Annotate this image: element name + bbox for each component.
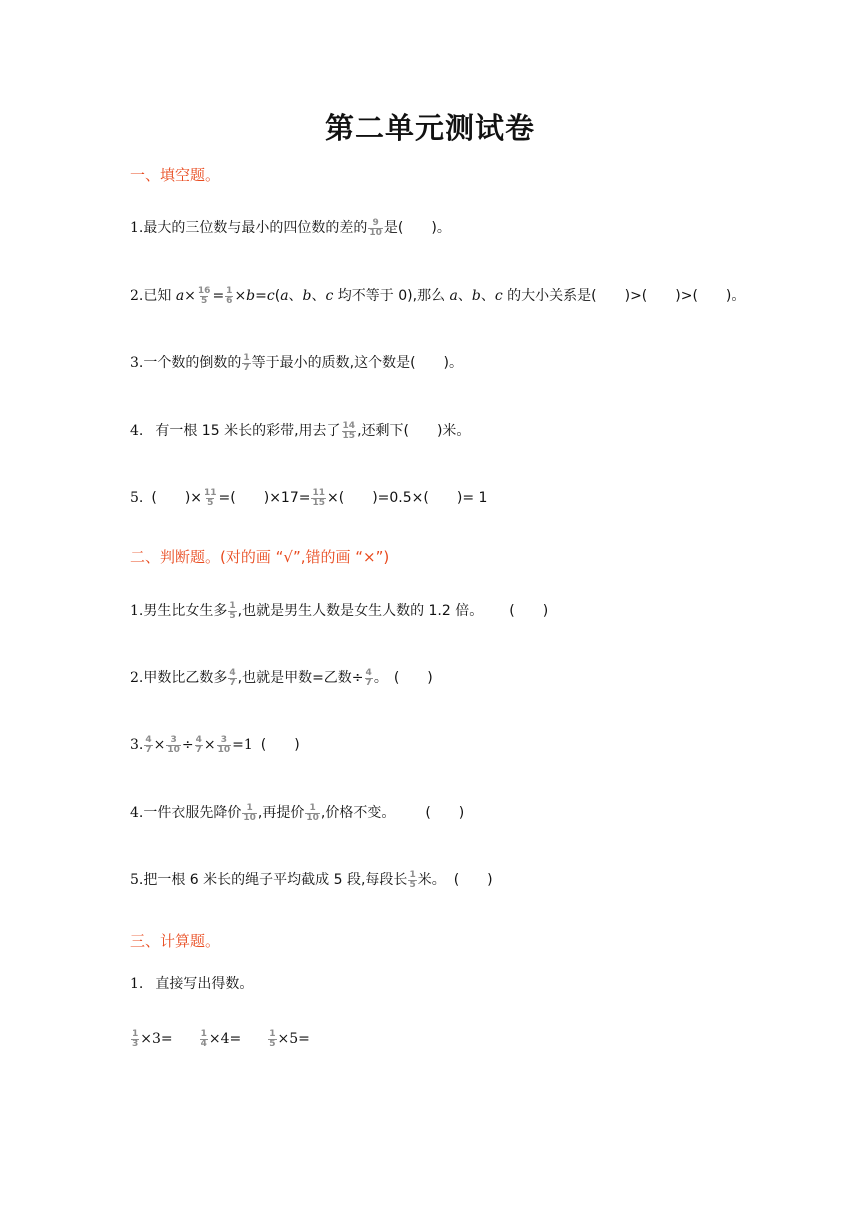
question-number: 4. — [130, 805, 144, 821]
operator: = — [255, 288, 267, 304]
question-number: 1. — [130, 976, 144, 992]
numerator: 3 — [170, 734, 177, 745]
question-text: 最大的三位数与最小的四位数的差的 — [143, 220, 368, 236]
fraction — [242, 354, 250, 373]
denominator: 7 — [145, 744, 152, 755]
judge-question-5 — [130, 870, 493, 890]
denominator: 7 — [243, 362, 250, 373]
answer-paren: ( ) — [260, 737, 300, 753]
judge-question-3 — [130, 735, 300, 755]
fill-question-3 — [130, 353, 463, 373]
fraction — [242, 804, 257, 823]
denominator: 7 — [195, 744, 202, 755]
numerator: 11 — [204, 487, 217, 498]
denominator: 7 — [365, 677, 372, 688]
question-text: 米。 — [417, 872, 446, 888]
question-text: 有一根 15 米长的彩带,用去了 — [155, 423, 341, 439]
numerator: 1 — [246, 802, 253, 813]
fraction — [217, 736, 232, 755]
fraction — [365, 669, 373, 688]
question-text: ,也就是男生人数是女生人数的 1.2 倍。 — [237, 603, 484, 619]
fill-question-5 — [130, 488, 487, 508]
question-text: 等于最小的质数,这个数是( )。 — [251, 355, 463, 371]
fraction — [203, 489, 218, 508]
fraction — [268, 1030, 276, 1049]
denominator: 5 — [201, 295, 208, 306]
denominator: 3 — [132, 1038, 139, 1049]
answer-paren: ( ) — [453, 872, 493, 888]
section-judge-heading: 二、判断题。(对的画 “√”,错的画 “×”) — [130, 548, 390, 566]
question-number: 4. — [130, 423, 144, 439]
question-text: 一个数的倒数的 — [143, 355, 242, 371]
fraction — [228, 602, 236, 621]
denominator: 4 — [200, 1038, 207, 1049]
question-number: 3. — [130, 355, 144, 371]
calc-item — [130, 1028, 173, 1049]
fraction — [305, 804, 320, 823]
numerator: 3 — [220, 734, 228, 745]
calc-items-row — [130, 1029, 310, 1049]
numerator: 1 — [269, 1028, 276, 1039]
numerator: 16 — [197, 285, 211, 296]
judge-question-2 — [130, 668, 433, 688]
answer-paren: ( ) — [509, 603, 549, 619]
question-number: 5. — [130, 490, 144, 506]
denominator: 6 — [226, 295, 233, 306]
operator: × — [153, 737, 166, 753]
denominator: 10 — [306, 812, 319, 823]
denominator: 10 — [369, 227, 382, 238]
question-number: 2. — [130, 670, 144, 686]
fill-question-1 — [130, 218, 451, 238]
numerator: 9 — [372, 217, 379, 228]
numerator: 1 — [309, 802, 316, 813]
variable-a: a — [175, 288, 185, 304]
fraction — [195, 736, 203, 755]
fill-question-2 — [130, 286, 745, 306]
variable-b: b — [302, 288, 312, 304]
denominator: 15 — [312, 497, 326, 508]
operator: ÷ — [181, 737, 194, 753]
operator: × — [234, 288, 247, 304]
question-text: 直接写出得数。 — [155, 976, 254, 992]
separator: 、 — [480, 288, 495, 304]
question-text: 均不等于 0),那么 — [333, 288, 450, 304]
question-text: ( — [274, 288, 281, 304]
variable-c: c — [325, 288, 334, 304]
variable-c: c — [266, 288, 275, 304]
fraction — [311, 489, 326, 508]
question-text: 已知 — [143, 288, 176, 304]
denominator: 10 — [243, 812, 256, 823]
operator: = — [212, 288, 225, 304]
fraction — [144, 736, 152, 755]
question-number: 1. — [130, 603, 144, 619]
fraction — [131, 1030, 139, 1049]
question-text: 甲数比乙数多 — [143, 670, 228, 686]
question-number: 5. — [130, 872, 144, 888]
fraction — [368, 219, 383, 238]
variable-a: a — [280, 288, 289, 304]
judge-question-1 — [130, 601, 548, 621]
denominator: 10 — [167, 744, 180, 755]
numerator: 1 — [243, 352, 250, 363]
question-text: =( )×17= — [218, 490, 311, 506]
answer-paren: ( ) — [425, 805, 465, 821]
question-text: ,还剩下( )米。 — [357, 423, 471, 439]
question-text: ,价格不变。 — [320, 805, 396, 821]
variable-b: b — [471, 288, 481, 304]
question-number: 3. — [130, 737, 144, 753]
denominator: 5 — [207, 497, 214, 508]
question-text: 把一根 6 米长的绳子平均截成 5 段,每段长 — [143, 872, 408, 888]
fraction — [197, 287, 212, 306]
operator: × — [184, 288, 196, 304]
fraction — [228, 669, 236, 688]
variable-a: a — [449, 288, 458, 304]
question-text: =1 — [232, 737, 253, 753]
denominator: 5 — [229, 610, 236, 621]
page-title: 第二单元测试卷 — [324, 111, 535, 145]
operator: × — [203, 737, 216, 753]
question-text: 一件衣服先降价 — [143, 805, 242, 821]
denominator: 5 — [269, 1038, 276, 1049]
section-fill-heading: 一、填空题。 — [130, 166, 221, 184]
section-calc-heading: 三、计算题。 — [130, 932, 221, 950]
numerator: 1 — [200, 1028, 207, 1039]
numerator: 1 — [409, 869, 416, 880]
fraction — [408, 871, 416, 890]
denominator: 10 — [217, 744, 231, 755]
fraction — [166, 736, 181, 755]
numerator: 4 — [195, 734, 202, 745]
fraction — [200, 1030, 208, 1049]
denominator: 5 — [409, 879, 416, 890]
question-text: ,也就是甲数=乙数÷ — [237, 670, 364, 686]
calc-expression: ×3= — [140, 1031, 173, 1047]
numerator: 11 — [312, 487, 326, 498]
separator: 、 — [457, 288, 472, 304]
fill-question-4 — [130, 421, 470, 441]
variable-c: c — [494, 288, 503, 304]
calc-item — [267, 1028, 310, 1049]
calc-expression: ×4= — [208, 1031, 242, 1047]
question-number: 2. — [130, 288, 144, 304]
question-number: 1. — [130, 220, 144, 236]
question-text: ×( )=0.5×( )= 1 — [327, 490, 488, 506]
judge-question-4 — [130, 803, 464, 823]
question-text: ( )× — [151, 490, 203, 506]
calc-expression: ×5= — [277, 1031, 310, 1047]
calc-question-1 — [130, 974, 253, 994]
question-text: 是( )。 — [383, 220, 451, 236]
calc-item — [199, 1028, 242, 1049]
numerator: 1 — [229, 600, 236, 611]
question-text: ,再提价 — [257, 805, 305, 821]
numerator: 1 — [226, 285, 233, 296]
fraction — [342, 422, 357, 441]
variable-b: b — [246, 288, 256, 304]
numerator: 14 — [342, 420, 356, 431]
numerator: 4 — [229, 667, 236, 678]
fraction — [225, 287, 233, 306]
numerator: 4 — [365, 667, 372, 678]
numerator: 1 — [132, 1028, 139, 1039]
question-text: 。 — [373, 670, 388, 686]
denominator: 7 — [229, 677, 236, 688]
separator: 、 — [311, 288, 326, 304]
separator: 、 — [288, 288, 303, 304]
answer-paren: ( ) — [393, 670, 433, 686]
denominator: 15 — [342, 430, 356, 441]
question-text: 的大小关系是( )>( )>( )。 — [502, 288, 746, 304]
numerator: 4 — [145, 734, 152, 745]
question-text: 男生比女生多 — [143, 603, 228, 619]
